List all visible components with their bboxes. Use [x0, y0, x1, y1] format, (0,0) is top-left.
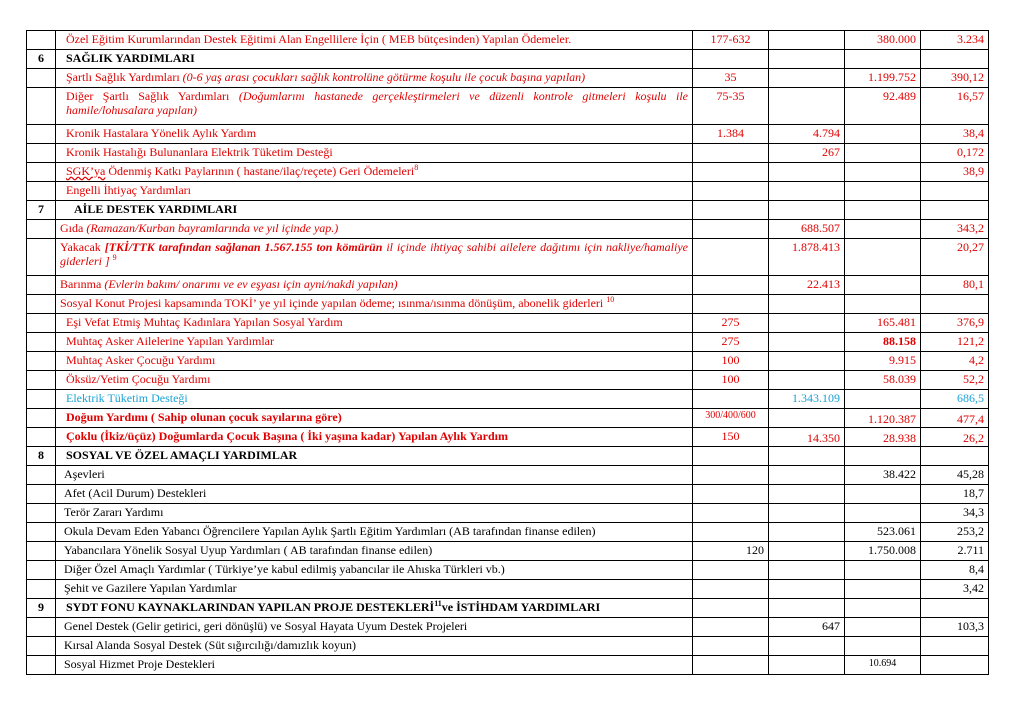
row-number: [27, 580, 56, 599]
row-number: [27, 523, 56, 542]
value-cell-2: [769, 163, 845, 182]
value-cell-1: [693, 580, 769, 599]
value-cell-4: 2.711: [921, 542, 989, 561]
row-number: [27, 618, 56, 637]
row-number: [27, 428, 56, 447]
row-number: [27, 656, 56, 675]
value-cell-4: 121,2: [921, 333, 989, 352]
value-cell-1: [693, 599, 769, 618]
value-cell-4: 3.234: [921, 31, 989, 50]
desc-text: Kronik Hastalara Yönelik Aylık Yardım: [66, 126, 257, 140]
value-cell-2: 22.413: [769, 276, 845, 295]
row-description: [56, 295, 693, 314]
value-cell-3: [845, 182, 921, 201]
value-cell-1: 275: [693, 333, 769, 352]
table-row: [27, 182, 989, 201]
value-cell-3: [845, 276, 921, 295]
value-cell-3: [845, 618, 921, 637]
row-description: [56, 352, 693, 371]
value-cell-4: 4,2: [921, 352, 989, 371]
value-cell-1: [693, 163, 769, 182]
value-cell-3: [845, 295, 921, 314]
row-number: [27, 352, 56, 371]
desc-text: Afet (Acil Durum) Destekleri: [64, 486, 207, 500]
value-cell-2: 1.878.413: [769, 239, 845, 276]
section-title: AİLE DESTEK YARDIMLARI: [74, 202, 238, 216]
value-cell-3: [845, 390, 921, 409]
value-cell-1: [693, 447, 769, 466]
value-cell-2: [769, 50, 845, 69]
value-cell-2: 647: [769, 618, 845, 637]
row-number: [27, 371, 56, 390]
row-number: [27, 31, 56, 50]
value-cell-2: [769, 466, 845, 485]
desc-text: Sosyal Konut Projesi kapsamında TOKİ’ ye yıl içinde yapılan ödeme; ısınma/ısınma dönüşüm, abonelik giderleri: [60, 296, 607, 310]
value-cell-1: 1.384: [693, 125, 769, 144]
desc-bold-italic: [TKİ/TTK tarafından sağlanan 1.567.155 ton kömürün: [104, 240, 383, 254]
row-number: [27, 220, 56, 239]
desc-bold-note: ( Sahip olunan çocuk sayılarına göre): [147, 410, 342, 424]
value-cell-1: [693, 50, 769, 69]
value-cell-3: [845, 220, 921, 239]
table-row: [27, 69, 989, 88]
row-number: 7: [27, 201, 56, 220]
row-description: [56, 428, 693, 447]
value-cell-4: [921, 201, 989, 220]
row-description: [56, 125, 693, 144]
value-cell-3: [845, 637, 921, 656]
row-number: [27, 69, 56, 88]
value-cell-2: [769, 182, 845, 201]
table-row: [27, 31, 989, 50]
value-cell-1: [693, 637, 769, 656]
value-cell-1: [693, 523, 769, 542]
row-description: [56, 580, 693, 599]
value-cell-4: [921, 656, 989, 675]
desc-underlined: SGK’ya: [66, 164, 106, 178]
row-number: 6: [27, 50, 56, 69]
value-cell-3: 1.199.752: [845, 69, 921, 88]
value-cell-4: 26,2: [921, 428, 989, 447]
value-cell-4: 0,172: [921, 144, 989, 163]
row-number: [27, 637, 56, 656]
value-cell-1: 75-35: [693, 88, 769, 125]
value-cell-1: [693, 390, 769, 409]
value-cell-4: 34,3: [921, 504, 989, 523]
value-cell-4: 18,7: [921, 485, 989, 504]
desc-italic: (Ramazan/Kurban bayramlarında ve yıl içinde yap.): [86, 221, 339, 235]
value-cell-4: 376,9: [921, 314, 989, 333]
value-cell-3: [845, 163, 921, 182]
desc-text: Gıda: [60, 221, 87, 235]
row-number: [27, 314, 56, 333]
row-description: [56, 542, 693, 561]
desc-italic: (Doğumlarını hastanede gerçekleştirmeleri ve düzenli kontrole gitmeleri koşulu ile hamile/lohusalara yapılan): [66, 89, 688, 117]
table-row: [27, 561, 989, 580]
value-cell-3: [845, 447, 921, 466]
row-number: [27, 409, 56, 428]
desc-italic: (0-6 yaş arası çocukları sağlık kontrolüne götürme koşulu ile çocuk başına yapılan): [182, 70, 586, 84]
value-cell-3: [845, 485, 921, 504]
value-cell-3: [845, 50, 921, 69]
row-description: [56, 409, 693, 428]
row-number: [27, 466, 56, 485]
value-cell-1: [693, 239, 769, 276]
section-title-cont: ve İSTİHDAM YARDIMLARI: [441, 600, 601, 614]
value-cell-1: 300/400/600: [693, 409, 769, 428]
value-cell-4: [921, 599, 989, 618]
desc-text: Barınma: [60, 277, 105, 291]
value-cell-3: [845, 201, 921, 220]
value-cell-2: [769, 580, 845, 599]
value-cell-1: 177-632: [693, 31, 769, 50]
row-number: [27, 542, 56, 561]
desc-text: Öksüz/Yetim Çocuğu Yardımı: [66, 372, 211, 386]
value-cell-1: [693, 144, 769, 163]
row-number: [27, 561, 56, 580]
section-title: SOSYAL VE ÖZEL AMAÇLI YARDIMLAR: [66, 448, 298, 462]
row-description: [56, 504, 693, 523]
value-cell-1: [693, 656, 769, 675]
row-number: [27, 182, 56, 201]
table-row: [27, 637, 989, 656]
value-cell-3: 1.750.008: [845, 542, 921, 561]
table-row: [27, 333, 989, 352]
value-cell-4: 343,2: [921, 220, 989, 239]
desc-italic: (Evlerin bakım/ onarımı ve ev eşyası için ayni/nakdi yapılan): [104, 277, 398, 291]
row-number: [27, 485, 56, 504]
value-cell-2: [769, 371, 845, 390]
desc-text: Aşevleri: [64, 467, 105, 481]
value-cell-3: [845, 561, 921, 580]
desc-text: Şartlı Sağlık Yardımları: [66, 70, 183, 84]
value-cell-1: 275: [693, 314, 769, 333]
row-number: 9: [27, 599, 56, 618]
section-row: [27, 599, 989, 618]
value-cell-1: 100: [693, 352, 769, 371]
desc-text: Sosyal Hizmet Proje Destekleri: [64, 657, 215, 671]
table-row: [27, 352, 989, 371]
table-row: [27, 276, 989, 295]
table-row: [27, 542, 989, 561]
desc-text: Şehit ve Gazilere Yapılan Yardımlar: [64, 581, 237, 595]
value-cell-3: 9.915: [845, 352, 921, 371]
footnote-ref: 10: [606, 295, 615, 304]
value-cell-3: 28.938: [845, 428, 921, 447]
value-cell-2: [769, 31, 845, 50]
table-row: [27, 656, 989, 675]
row-description: [56, 390, 693, 409]
value-cell-2: [769, 409, 845, 428]
row-description: [56, 599, 693, 618]
value-cell-4: 103,3: [921, 618, 989, 637]
value-cell-1: [693, 504, 769, 523]
table-row: [27, 125, 989, 144]
footnote-ref: 8: [414, 163, 419, 172]
value-cell-3: 523.061: [845, 523, 921, 542]
row-description: [56, 163, 693, 182]
value-cell-4: 52,2: [921, 371, 989, 390]
desc-text: Kırsal Alanda Sosyal Destek (Süt sığırcılığı/damızlık koyun): [64, 638, 356, 652]
table-row: [27, 428, 989, 447]
desc-text: Ödenmiş Katkı Paylarının ( hastane/ilaç/reçete) Geri Ödemeleri: [105, 164, 415, 178]
value-cell-3: 88.158: [845, 333, 921, 352]
value-cell-3: 92.489: [845, 88, 921, 125]
desc-text: Terör Zararı Yardımı: [64, 505, 164, 519]
value-cell-3: 165.481: [845, 314, 921, 333]
section-row: [27, 447, 989, 466]
value-cell-3: 10.694: [845, 656, 921, 675]
row-description: [56, 466, 693, 485]
desc-text: Diğer Şartlı Sağlık Yardımları: [66, 89, 239, 103]
table-row: [27, 523, 989, 542]
desc-text: Kronik Hastalığı Bulunanlara Elektrik Tüketim Desteği: [66, 145, 333, 159]
desc-text: Yabancılara Yönelik Sosyal Uyup Yardımları ( AB tarafından finanse edilen): [64, 543, 433, 557]
value-cell-4: [921, 447, 989, 466]
desc-italic: il içinde ihtiyaç sahibi ailelere dağıtımı için nakliye/hamaliye giderleri ]: [60, 240, 688, 268]
aid-table-body: [27, 31, 989, 675]
desc-text: Muhtaç Asker Ailelerine Yapılan Yardımlar: [66, 334, 274, 348]
row-description: [56, 182, 693, 201]
desc-text: Elektrik Tüketim Desteği: [66, 391, 188, 405]
value-cell-2: [769, 447, 845, 466]
row-description: [56, 561, 693, 580]
table-row: [27, 88, 989, 125]
table-row: [27, 580, 989, 599]
value-cell-1: [693, 466, 769, 485]
row-description: [56, 656, 693, 675]
value-cell-2: [769, 352, 845, 371]
section-title: SYDT FONU KAYNAKLARINDAN YAPILAN PROJE DESTEKLERİ: [66, 600, 435, 614]
row-description: [56, 69, 693, 88]
table-row: [27, 618, 989, 637]
value-cell-3: 1.120.387: [845, 409, 921, 428]
desc-text: Engelli İhtiyaç Yardımları: [66, 183, 191, 197]
value-cell-4: 390,12: [921, 69, 989, 88]
value-cell-1: 150: [693, 428, 769, 447]
row-description: [56, 239, 693, 276]
value-cell-1: [693, 276, 769, 295]
value-cell-2: [769, 599, 845, 618]
row-description: [56, 523, 693, 542]
value-cell-2: [769, 88, 845, 125]
value-cell-1: [693, 295, 769, 314]
value-cell-2: [769, 504, 845, 523]
value-cell-2: [769, 637, 845, 656]
value-cell-2: 4.794: [769, 125, 845, 144]
value-cell-4: [921, 295, 989, 314]
desc-bold: Doğum Yardımı: [66, 410, 148, 424]
desc-text: Eşi Vefat Etmiş Muhtaç Kadınlara Yapılan Sosyal Yardım: [66, 315, 343, 329]
table-row: [27, 390, 989, 409]
value-cell-1: 100: [693, 371, 769, 390]
table-row: [27, 295, 989, 314]
table-row: [27, 163, 989, 182]
value-cell-3: [845, 504, 921, 523]
section-row: [27, 201, 989, 220]
value-cell-1: [693, 220, 769, 239]
row-description: [56, 447, 693, 466]
desc-bold: Çoklu (İkiz/üçüz) Doğumlarda Çocuk Başına ( İki yaşına kadar) Yapılan Aylık Yardım: [66, 429, 508, 443]
row-description: [56, 31, 693, 50]
row-description: [56, 220, 693, 239]
value-cell-2: 1.343.109: [769, 390, 845, 409]
value-cell-1: [693, 561, 769, 580]
table-row: [27, 504, 989, 523]
table-row: [27, 314, 989, 333]
row-description: [56, 276, 693, 295]
row-number: 8: [27, 447, 56, 466]
value-cell-4: 253,2: [921, 523, 989, 542]
value-cell-1: [693, 485, 769, 504]
section-row: [27, 50, 989, 69]
desc-text: Diğer Özel Amaçlı Yardımlar ( Türkiye’ye kabul edilmiş yabancılar ile Ahıska Türkleri vb.): [64, 562, 505, 576]
footnote-ref: 9: [112, 253, 117, 262]
value-cell-4: 38,4: [921, 125, 989, 144]
value-cell-4: 477,4: [921, 409, 989, 428]
value-cell-2: [769, 656, 845, 675]
row-number: [27, 295, 56, 314]
row-description: [56, 314, 693, 333]
table-row: [27, 409, 989, 428]
value-cell-1: [693, 182, 769, 201]
table-row: [27, 371, 989, 390]
table-row: [27, 239, 989, 276]
row-number: [27, 390, 56, 409]
row-number: [27, 163, 56, 182]
value-cell-2: [769, 561, 845, 580]
desc-text: Yakacak: [60, 240, 105, 254]
value-cell-4: 20,27: [921, 239, 989, 276]
table-row: [27, 144, 989, 163]
value-cell-2: [769, 201, 845, 220]
row-description: [56, 637, 693, 656]
row-description: [56, 371, 693, 390]
value-cell-3: [845, 239, 921, 276]
value-cell-3: [845, 125, 921, 144]
value-cell-2: [769, 542, 845, 561]
value-cell-2: [769, 295, 845, 314]
value-cell-2: [769, 69, 845, 88]
value-cell-4: 8,4: [921, 561, 989, 580]
value-cell-3: 58.039: [845, 371, 921, 390]
value-cell-1: 35: [693, 69, 769, 88]
value-cell-4: [921, 637, 989, 656]
value-cell-4: 80,1: [921, 276, 989, 295]
value-cell-3: [845, 599, 921, 618]
value-cell-3: [845, 144, 921, 163]
value-cell-2: [769, 523, 845, 542]
row-number: [27, 239, 56, 276]
table-row: [27, 220, 989, 239]
table-row: [27, 485, 989, 504]
value-cell-4: 3,42: [921, 580, 989, 599]
row-number: [27, 504, 56, 523]
desc-text: Genel Destek (Gelir getirici, geri dönüşlü) ve Sosyal Hayata Uyum Destek Projeleri: [64, 619, 468, 633]
row-number: [27, 276, 56, 295]
row-description: [56, 485, 693, 504]
row-description: [56, 144, 693, 163]
table-row: [27, 466, 989, 485]
desc-text: Muhtaç Asker Çocuğu Yardımı: [66, 353, 216, 367]
value-cell-2: [769, 485, 845, 504]
row-number: [27, 125, 56, 144]
value-cell-2: [769, 333, 845, 352]
row-number: [27, 144, 56, 163]
desc-text: Özel Eğitim Kurumlarından Destek Eğitimi Alan Engellilere İçin ( MEB bütçesinden) Yapılan Ödemeler.: [66, 32, 572, 46]
desc-text: Okula Devam Eden Yabancı Öğrencilere Yapılan Aylık Şartlı Eğitim Yardımları (AB tarafından finanse edilen): [64, 524, 596, 538]
value-cell-4: [921, 182, 989, 201]
row-number: [27, 333, 56, 352]
value-cell-2: 688.507: [769, 220, 845, 239]
row-description: [56, 50, 693, 69]
value-cell-2: [769, 314, 845, 333]
row-number: [27, 88, 56, 125]
value-cell-2: 267: [769, 144, 845, 163]
value-cell-3: 38.422: [845, 466, 921, 485]
footnote-ref: 11: [434, 599, 442, 608]
value-cell-1: [693, 618, 769, 637]
row-description: [56, 88, 693, 125]
value-cell-3: 380.000: [845, 31, 921, 50]
value-cell-1: 120: [693, 542, 769, 561]
aid-table: [26, 30, 989, 675]
value-cell-4: [921, 50, 989, 69]
value-cell-4: 38,9: [921, 163, 989, 182]
row-description: [56, 333, 693, 352]
value-cell-4: 686,5: [921, 390, 989, 409]
value-cell-4: 45,28: [921, 466, 989, 485]
value-cell-2: 14.350: [769, 428, 845, 447]
row-description: [56, 201, 693, 220]
row-description: [56, 618, 693, 637]
value-cell-3: [845, 580, 921, 599]
value-cell-1: [693, 201, 769, 220]
value-cell-4: 16,57: [921, 88, 989, 125]
section-title: SAĞLIK YARDIMLARI: [66, 51, 195, 65]
